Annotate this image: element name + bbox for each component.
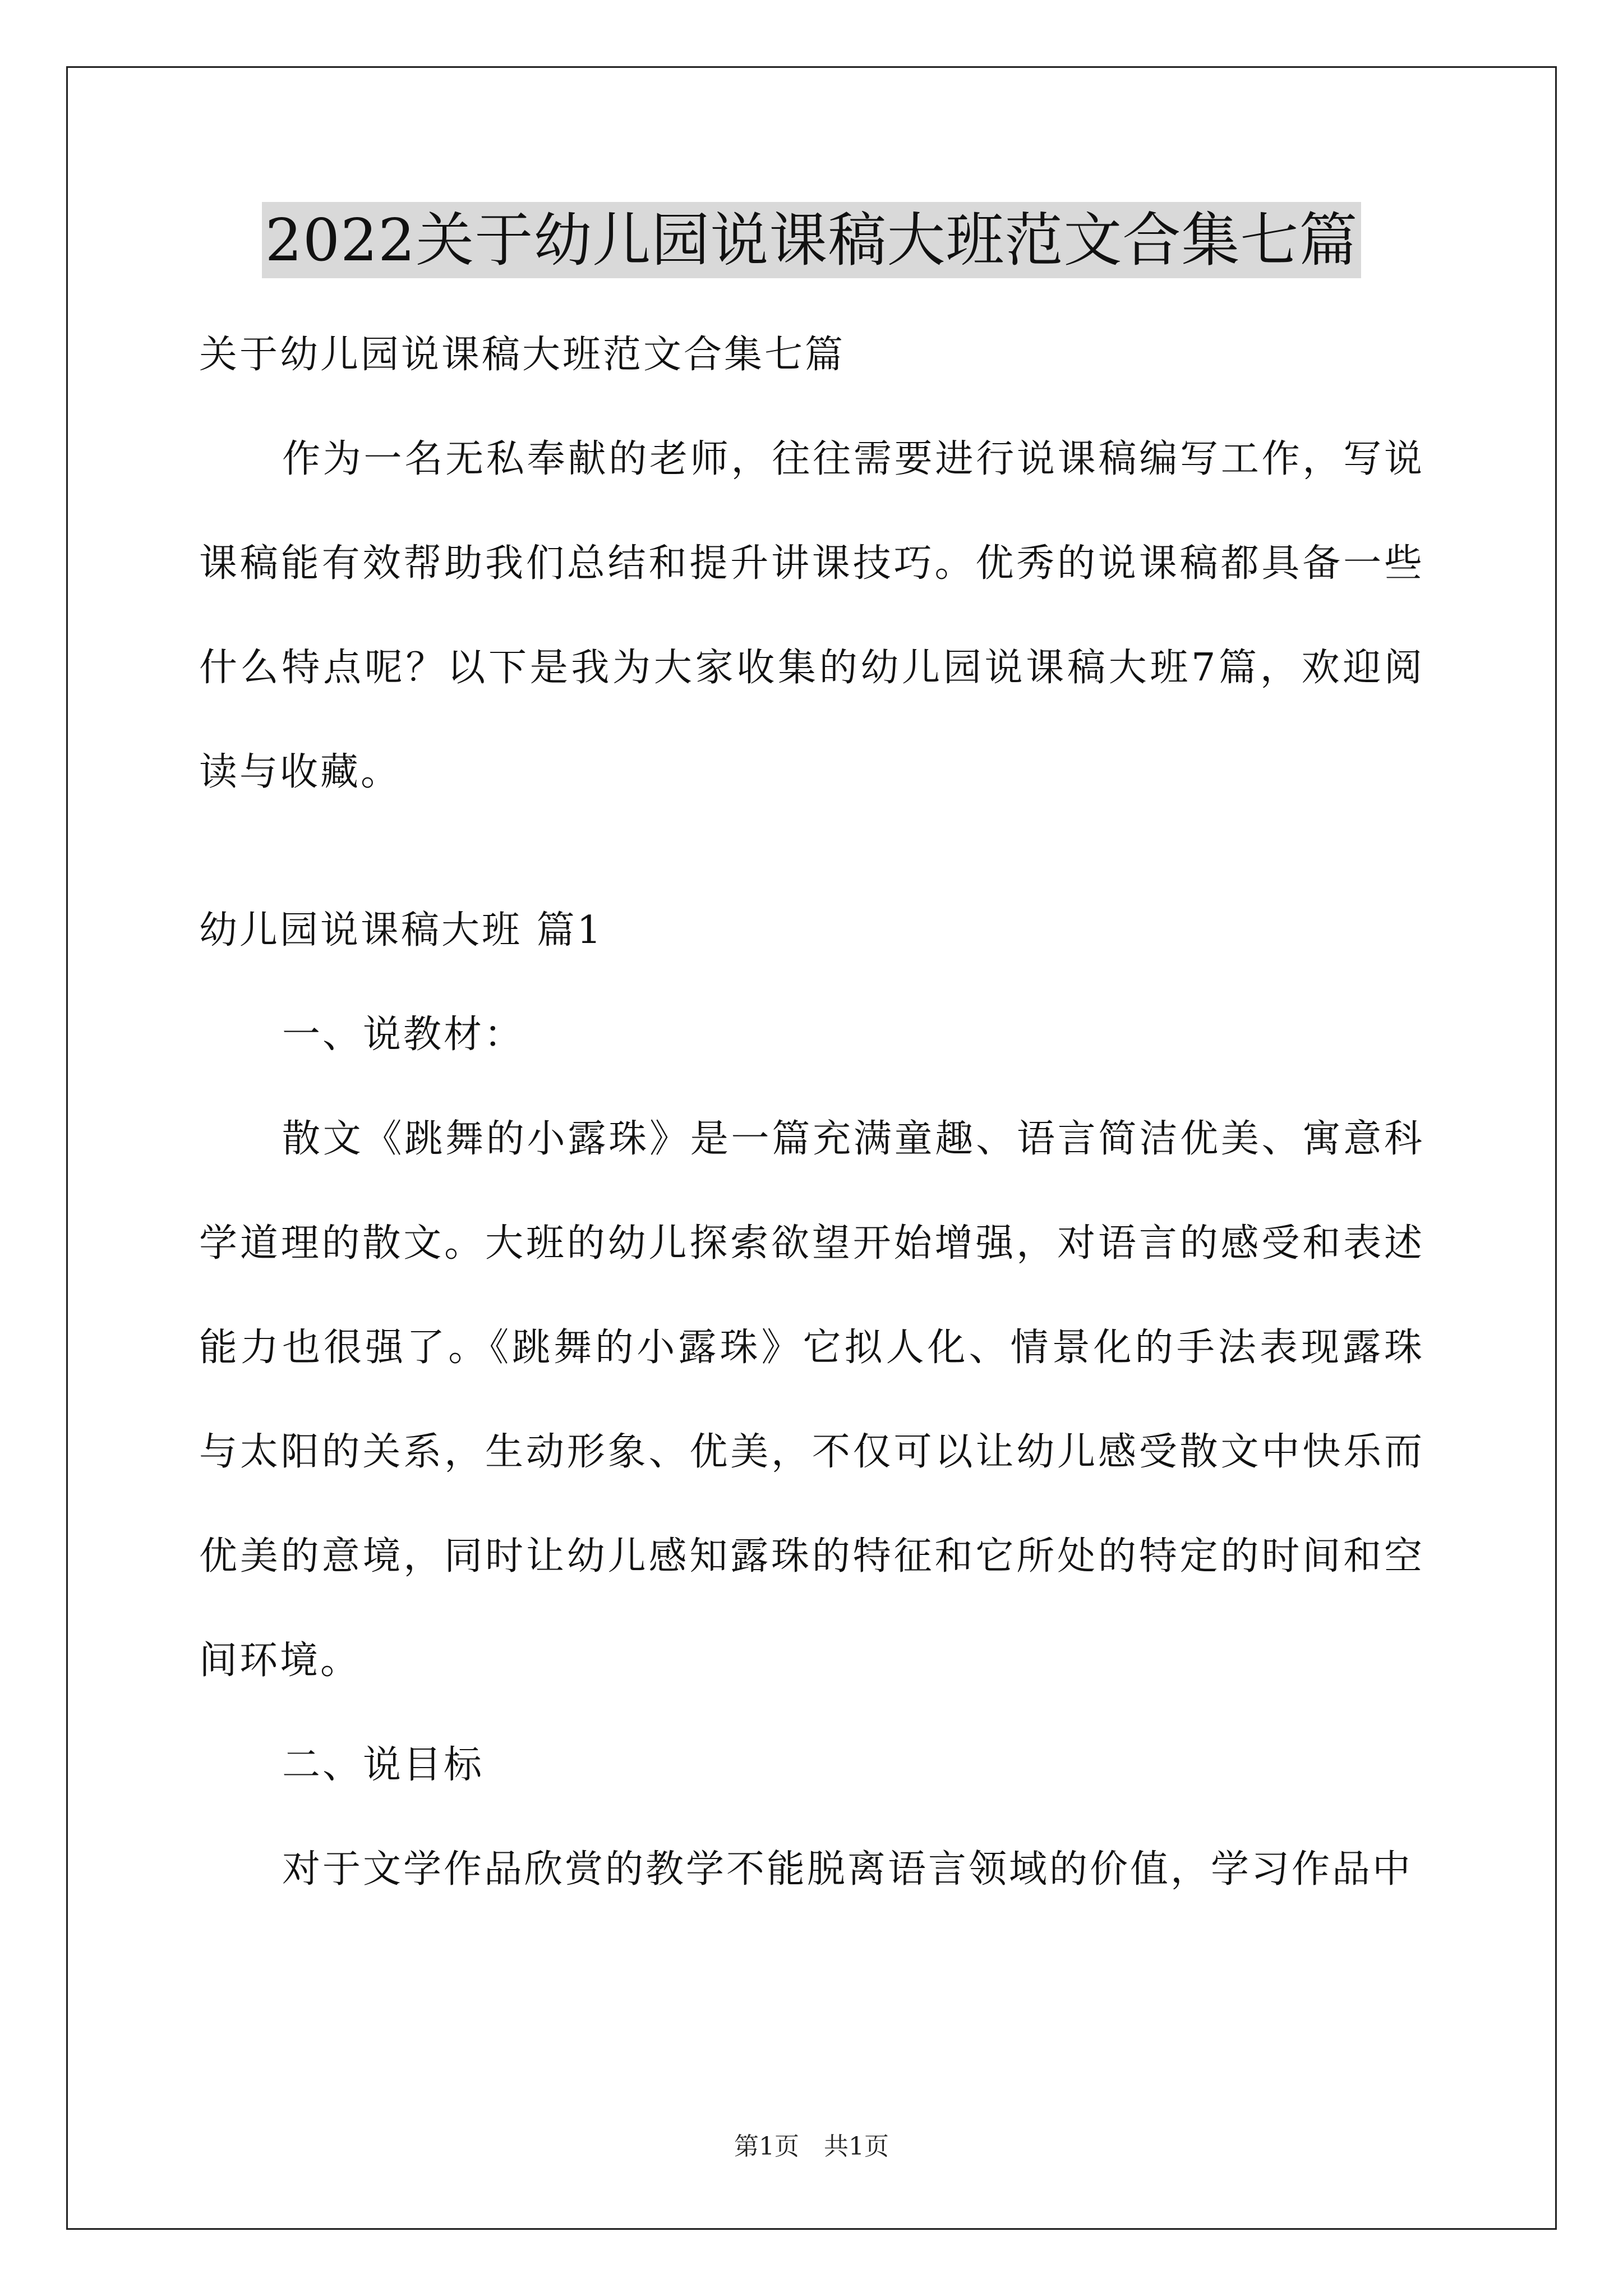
page-footer [0, 2126, 1623, 2162]
document-title: 2022关于幼儿园说课稿大班范文合集七篇 [262, 202, 1362, 278]
page-number-total: 共1页 [824, 2132, 889, 2161]
section-title: 幼儿园说课稿大班 篇1 [199, 908, 603, 953]
section-gap [199, 825, 1424, 878]
paragraph-teaching-material: 散文《跳舞的小露珠》是一篇充满童趣、语言简洁优美、寓意科学道理的散文。大班的幼儿探索欲望开始增强，对语言的感受和表述能力也很强了。《跳舞的小露珠》它拟人化、情景化的手法表现露珠与太阳的关系，生动形象、优美，不仅可以让幼儿感受散文中快乐而优美的意境，同时让幼儿感知露珠的特征和它所处的特定的时间和空间环境。 [199, 1117, 1424, 1683]
heading-objectives: 二、说目标 [282, 1743, 485, 1787]
document-subtitle: 关于幼儿园说课稿大班范文合集七篇 [199, 333, 846, 377]
document-body [199, 303, 1424, 1922]
heading-teaching-material: 一、说教材： [282, 1013, 525, 1057]
page-number-current: 第1页 [734, 2132, 799, 2161]
title-container [0, 202, 1623, 278]
paragraph-objectives: 对于文学作品欣赏的教学不能脱离语言领域的价值，学习作品中 [282, 1847, 1413, 1892]
intro-paragraph: 作为一名无私奉献的老师，往往需要进行说课稿编写工作，写说课稿能有效帮助我们总结和提升讲课技巧。优秀的说课稿都具备一些什么特点呢？以下是我为大家收集的幼儿园说课稿大班7篇，欢迎阅读与收藏。 [199, 437, 1424, 794]
